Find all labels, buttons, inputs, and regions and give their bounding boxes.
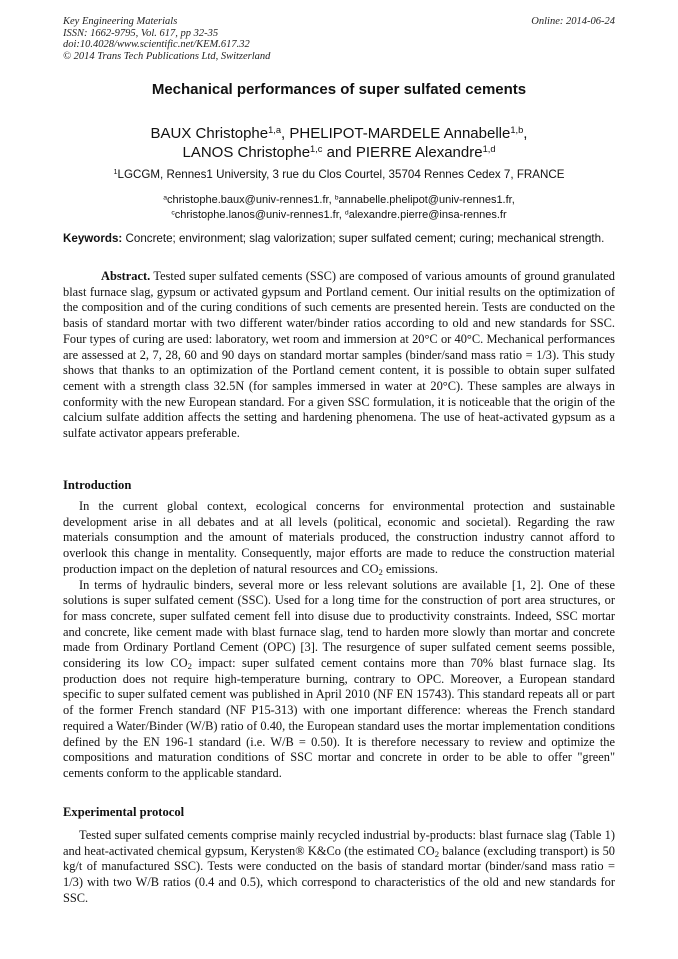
keywords-label: Keywords: (63, 232, 123, 245)
author-name: BAUX Christophe (150, 125, 269, 142)
author-name: PHELIPOT-MARDELE Annabelle (289, 125, 511, 142)
paragraph-text: In the current global context, ecological concerns for environmental protection and sustainable development arise in all debates and at all levels (political, economic and societal). Regarding the raw materials consumption and the amount of materials produced, the construction industry cannot afford to overlook this change in mentality. Consequently, major efforts are made to reduce the construction material production impact on the depletion of natural resources and CO (63, 499, 615, 576)
email-sup: d (344, 208, 349, 216)
email-line-1 (0, 193, 678, 208)
subscript: 2 (378, 566, 383, 577)
online-date: Online: 2014-06-24 (531, 16, 615, 27)
abstract-paragraph (63, 269, 615, 442)
author-list (0, 125, 678, 162)
email-link[interactable]: annabelle.phelipot@univ-rennes1.fr, (338, 194, 515, 206)
paragraph-text: emissions. (382, 561, 438, 576)
exp-paragraph-1 (63, 828, 615, 907)
author-line-2 (0, 144, 678, 163)
section-heading-experimental: Experimental protocol (63, 805, 185, 819)
author-name: LANOS Christophe (182, 143, 311, 161)
issn-line: ISSN: 1662-9795, Vol. 617, pp 32-35 (63, 27, 219, 39)
paragraph-text: balance (excluding transport) is 50 kg/t of manufactured SSC). Tests were conducted on the basis of standard mortar (binder/sand mass ratio = 1/3) with two W/B ratios (0.4 and 0.5), which correspond to characteristics of the old and new standards for SSC. (63, 843, 615, 905)
author-sup: 1,b (510, 124, 524, 135)
email-line-2 (0, 208, 678, 223)
doi-line[interactable]: doi:10.4028/www.scientific.net/KEM.617.32 (63, 39, 250, 51)
section-heading-introduction: Introduction (63, 478, 132, 492)
email-link[interactable]: christophe.lanos@univ-rennes1.fr, (174, 208, 345, 221)
author-name: PIERRE Alexandre (355, 143, 483, 161)
paragraph-text: In terms of hydraulic binders, several more or less relevant solutions are available [1, 2]. One of these solutions is super sulfated cement (SSC). Used for a long time for the construction of port area structures, or for mass concrete, super sulfated cement fell into disuse due to productivity constraints. Indeed, SSC mortar and concrete, like cement made with blast furnace slag, tend to harden more slowly than mortar and concrete made from Ordinary Portland Cement (OPC) [3]. The resurgence of super sulfated cement seems possible, considering its low CO (63, 577, 615, 671)
author-line-1 (0, 125, 678, 144)
author-separator: , (523, 125, 528, 142)
email-sup: b (334, 194, 339, 202)
abstract-text: Tested super sulfated cements (SSC) are composed of various amounts of ground granulated blast furnace slag, gypsum or activated gypsum and Portland cement. Our initial results on the optimization of the composition and of the curing conditions of such cements are presented herein. Tests are conducted on the basis of standard mortar with two different water/binder ratios according to old and new standards for SSC. Four types of curing are used: laboratory, wet room and immersion at 20°C or 40°C. Mechanical performances are assessed at 2, 7, 28, 60 and 90 days on standard mortar samples (binder/sand mass ratio = 1/3). This study shows that thanks to an optimization of the Portland cement content, it is possible to obtain super sulfated cement with a strength class 32.5N (for samples immersed in water at 20°C). These samples are always in conformity with the new European standard. For a given SSC formulation, it is noticeable that the origin of the calcium sulfate addition affects the setting and hardening phenomena. The use of heat-activated gypsum as a sulfate activator appears preferable. (63, 269, 615, 441)
experimental-body (63, 828, 615, 907)
paragraph-text: Tested super sulfated cements comprise mainly recycled industrial by-products: blast furnace slag (Table 1) and heat-activated chemical gypsum, Kerysten® K&Co (the estimated CO (63, 828, 615, 858)
author-sup: 1,c (310, 143, 323, 154)
author-sup: 1,d (482, 143, 496, 154)
paragraph-text: impact: super sulfated cement contains more than 70% blast furnace slag. Its production does not require high-temperature burning, contrary to OPC. Moreover, a European standard specific to super sulfated cement was published in April 2010 (NF EN 15743). This standard repeats all or part of the former French standard (NF P15-313) with one important difference: whereas the French standard required a Water/Binder (W/B) ratio of 0.40, the European standard uses the mortar implementation conditions defined by the EN 196-1 standard (i.e. W/B = 0.50). It is therefore necessary to review and optimize the compositions and maturation conditions of SSC mortar and concrete in order to be able to offer "green" cements conform to the applicable standard. (63, 656, 615, 780)
email-sup: c (171, 208, 175, 216)
email-sup: a (163, 194, 167, 202)
abstract (63, 269, 615, 442)
copyright-line: © 2014 Trans Tech Publications Ltd, Switzerland (63, 50, 271, 62)
journal-name: Key Engineering Materials (63, 16, 178, 27)
author-emails (0, 193, 678, 222)
introduction-body (63, 499, 615, 782)
keywords (63, 232, 615, 247)
keywords-text: Concrete; environment; slag valorization; super sulfated cement; curing; mechanical strength. (122, 232, 605, 245)
affiliation-sup: 1 (113, 167, 118, 177)
abstract-label: Abstract. (101, 269, 151, 283)
author-separator: and (322, 143, 356, 161)
email-link[interactable]: alexandre.pierre@insa-rennes.fr (348, 208, 507, 221)
author-sup: 1,a (268, 124, 282, 135)
affiliation (0, 168, 678, 181)
email-link[interactable]: christophe.baux@univ-rennes1.fr, (167, 194, 335, 206)
intro-paragraph-2 (63, 578, 615, 782)
paper-title: Mechanical performances of super sulfated cements (151, 81, 527, 98)
intro-paragraph-1 (63, 499, 615, 578)
subscript: 2 (434, 848, 440, 859)
publication-header (63, 16, 615, 62)
subscript: 2 (187, 661, 192, 672)
affiliation-text: LGCGM, Rennes1 University, 3 rue du Clos Courtel, 35704 Rennes Cedex 7, FRANCE (117, 168, 565, 181)
author-separator: , (281, 125, 290, 142)
